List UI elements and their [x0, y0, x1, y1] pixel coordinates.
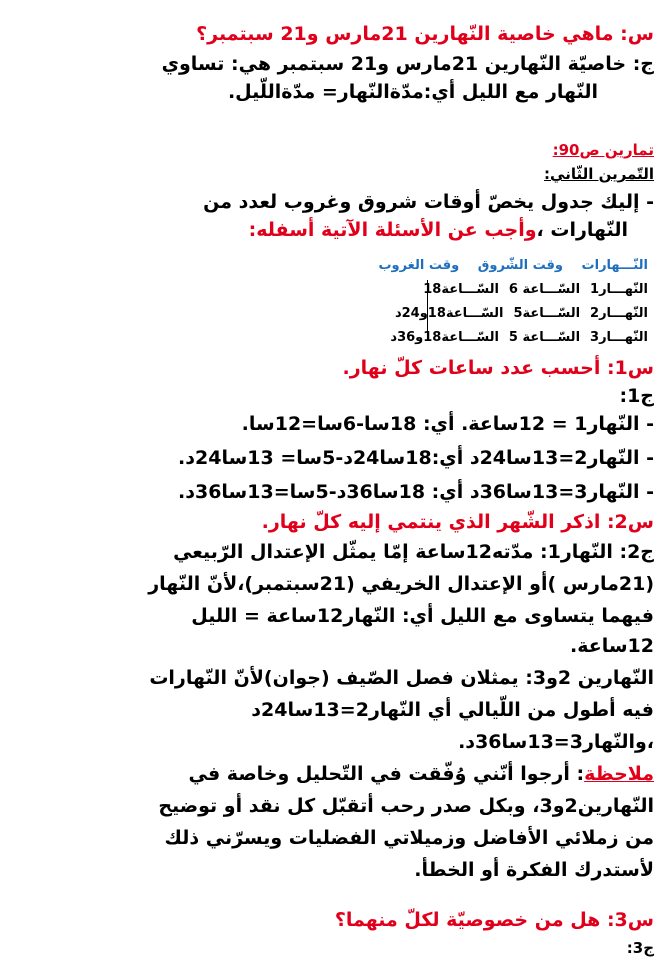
answer-1-day1: - النّهار1 = 12ساعة. أي: 18سا-6سا=12سا.: [241, 413, 654, 435]
answer-day-property-line1: ج: خاصيّة النّهارين 21مارس و21 سبتمبر هي: تساوي: [161, 53, 654, 75]
answer-day-property-line2: النّهار مع الليل أي:مدّةالنّهار= مدّةاللّيل.: [227, 81, 598, 103]
col-sunrise: وقت الشّروق: [477, 258, 564, 273]
answer-3-label: ج3:: [626, 939, 654, 957]
table-row: النّهـــار3السّـــاعة 5السّـــاعة18و36د: [390, 330, 648, 345]
answer-2-line7: ،والنّهار3=13سا36د.: [458, 731, 654, 753]
exercise-intro-line1: - إليك جدول يخصّ أوقات شروق وغروب لعدد من: [203, 191, 654, 213]
question-1: س1: أحسب عدد ساعات كلّ نهار.: [342, 357, 654, 379]
note-line2: النّهارين2و3، وبكل صدر رحب أتقبّل كل نقد أو توضيح: [158, 795, 654, 817]
table-row: النّهـــار1السّـــاعة 6السّـــاعة18: [423, 282, 648, 297]
answer-1-label: ج1:: [619, 385, 654, 407]
exercises-heading: تمارين ص90:: [552, 141, 654, 159]
note-line4: لأستدرك الفكرة أو الخطأ.: [414, 859, 654, 881]
answer-2-line6: فيه أطول من اللّيالي أي النّهار2=13سا24د: [251, 699, 654, 721]
answer-1-day2: - النّهار2=13سا24د أي:18سا24د-5سا= 13سا24د.: [178, 447, 654, 469]
answer-2-line4: 12ساعة.: [570, 635, 654, 657]
answer-2-line3: فيهما يتساوى مع الليل أي: النّهار12ساعة = الليل: [191, 605, 654, 627]
note-label: ملاحظة: [584, 763, 654, 785]
answer-2-line2: (21مارس )أو الإعتدال الخريفي (21سبتمبر)،لأنّ النّهار: [148, 573, 654, 595]
answer-1-day3: - النّهار3=13سا36د أي: 18سا36د-5سا=13سا36د.: [178, 481, 654, 503]
question-3: س3: هل من خصوصيّة لكلّ منهما؟: [334, 909, 654, 931]
table-row: النّهـــار2السّـــاعة5السّـــاعة18و24د: [394, 306, 648, 321]
answer-2-line5: النّهارين 2و3: يمثلان فصل الصّيف (جوان)لأنّ النّهارات: [149, 667, 654, 689]
col-sunset: وقت الغروب: [378, 258, 460, 273]
exercise-two-heading: التّمرين الثّاني:: [544, 165, 654, 183]
exercise-intro-line2: النّهارات ،وأجب عن الأسئلة الآتية أسفله:: [248, 219, 628, 241]
question-2: س2: اذكر الشّهر الذي ينتمي إليه كلّ نهار.: [261, 511, 654, 533]
table-header: [364, 258, 648, 273]
question-day-property: س: ماهي خاصية النّهارين 21مارس و21 سبتمبر؟: [196, 23, 654, 45]
note-line1: ملاحظة: أرجوا أنّني وُفّقت في التّحليل وخاصة في: [188, 763, 654, 785]
col-days: النّـــهارات: [581, 258, 648, 273]
answer-2-line1: ج2: النّهار1: مدّته12ساعة إمّا يمثّل الإعتدال الرّبيعي: [173, 541, 654, 563]
note-line3: من زملائي الأفاضل وزميلاتي الفضليات ويسرّني ذلك: [164, 827, 654, 849]
